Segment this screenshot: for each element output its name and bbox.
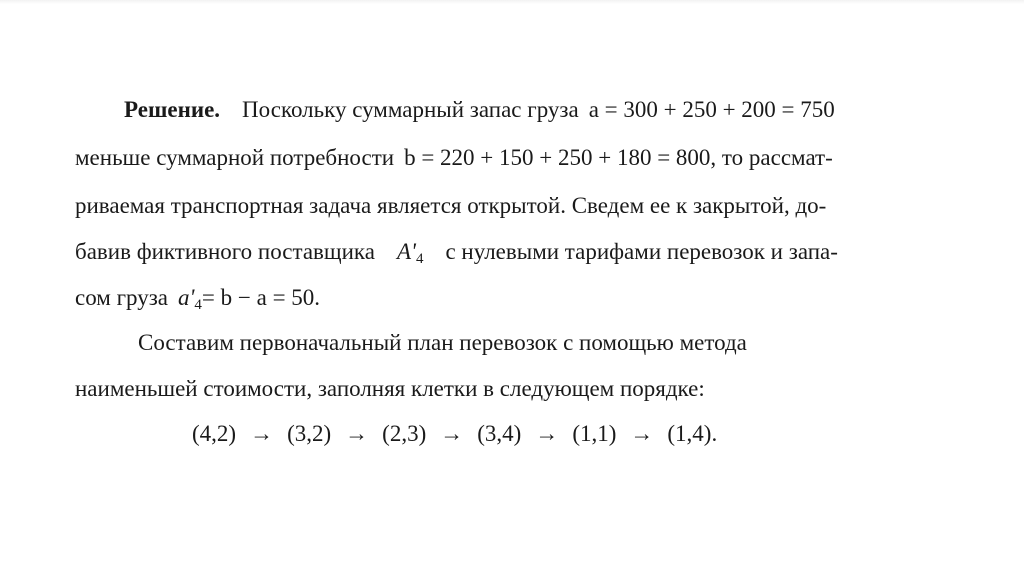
line-4-text: бавив фиктивного поставщика (75, 239, 375, 264)
cell-step-1: (4,2) (192, 421, 237, 446)
paragraph-line-7 (75, 375, 705, 403)
line-7-text: наименьшей стоимости, заполняя клетки в следующем порядке: (75, 376, 705, 401)
cell-step-3: (2,3) (382, 421, 427, 446)
line-2-tail: то рассмат- (721, 145, 833, 170)
paragraph-line-2 (75, 144, 833, 172)
fictitious-supplier-var: A' (396, 239, 416, 264)
paragraph-line-3 (75, 192, 826, 220)
fictitious-stock-sub: 4 (194, 297, 202, 313)
line-5-text: сом груза (75, 285, 168, 310)
arrow-right-icon: → (345, 421, 369, 446)
cell-step-4: (3,4) (477, 421, 522, 446)
line-2-text: меньше суммарной потребности (75, 145, 395, 170)
line-1-text: Поскольку суммарный запас груза (242, 97, 579, 122)
solution-heading: Решение. (124, 97, 221, 122)
fictitious-supplier-sub: 4 (415, 251, 424, 267)
line-6-text: Составим первоначальный план перевозок с помощью метода (138, 330, 747, 355)
formula-a: a = 300 + 250 + 200 = 750 (588, 97, 835, 122)
paragraph-line-4 (75, 238, 838, 266)
cell-step-2: (3,2) (287, 421, 332, 446)
arrow-right-icon: → (250, 421, 274, 446)
formula-b: b = 220 + 150 + 250 + 180 = 800, (404, 145, 717, 170)
arrow-right-icon: → (535, 421, 559, 446)
line-4-tail: с нулевыми тарифами перевозок и запа- (445, 239, 838, 264)
cell-order-sequence (192, 420, 717, 448)
paragraph-line-5 (75, 284, 320, 312)
fictitious-stock-var: a' (178, 285, 195, 310)
arrow-right-icon: → (440, 421, 464, 446)
formula-stock: = b − a = 50. (201, 285, 321, 310)
arrow-right-icon: → (630, 421, 654, 446)
paragraph-line-1 (124, 96, 835, 124)
paragraph-line-6 (138, 329, 747, 357)
cell-step-5: (1,1) (572, 421, 617, 446)
line-3-text: риваемая транспортная задача является открытой. Сведем ее к закрытой, до- (75, 193, 827, 218)
cell-step-6: (1,4). (667, 421, 718, 446)
